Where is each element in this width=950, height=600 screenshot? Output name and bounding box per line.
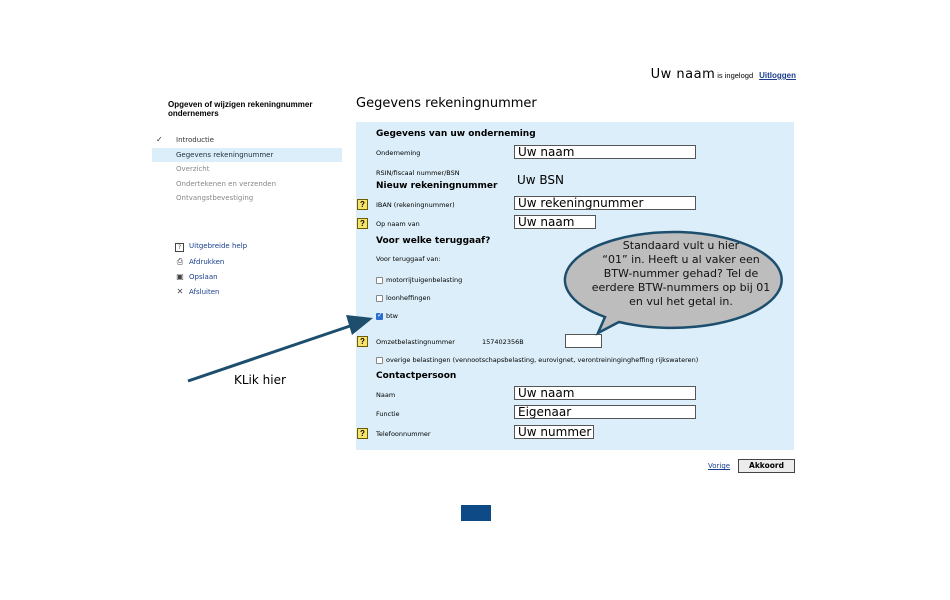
other-taxes-label: overige belastingen (vennootschapsbelasting, eurovignet, verontreiningingheffing rijkswateren) — [386, 356, 699, 364]
step-label: Ondertekenen en verzenden — [176, 179, 277, 188]
sidebar-title: Opgeven of wijzigen rekeningnummer ondernemers — [168, 100, 313, 118]
iban-field[interactable]: Uw rekeningnummer — [514, 196, 696, 210]
step-label: Ontvangstbevestiging — [176, 194, 254, 202]
bubble-line: en vul het getal in. — [629, 295, 733, 308]
close-icon: ✕ — [176, 287, 184, 296]
page-title: Gegevens rekeningnummer — [356, 96, 537, 111]
iban-label: IBAN (rekeningnummer) — [376, 201, 455, 209]
account-heading: Nieuw rekeningnummer — [376, 181, 498, 191]
logout-link[interactable]: Uitloggen — [759, 71, 796, 80]
contact-heading: Contactpersoon — [376, 371, 457, 381]
iban-help-icon[interactable]: ? — [357, 199, 368, 210]
save-label: Opslaan — [189, 273, 218, 281]
help-icon: ? — [175, 243, 184, 252]
phone-help-icon[interactable]: ? — [357, 428, 368, 439]
function-label: Functie — [376, 410, 400, 418]
bubble-line: eerdere BTW-nummers op bij 01 — [591, 281, 771, 294]
save-icon: ▣ — [176, 272, 184, 281]
contact-name-label: Naam — [376, 391, 396, 399]
contact-name-field[interactable]: Uw naam — [514, 386, 696, 400]
vat-help-icon[interactable]: ? — [357, 336, 368, 347]
print-icon: ⎙ — [176, 257, 184, 266]
name-help-icon[interactable]: ? — [357, 218, 368, 229]
vat-label: Omzetbelastingnummer — [376, 338, 455, 346]
print-label: Afdrukken — [189, 258, 225, 266]
arrow-head — [346, 315, 373, 335]
close-label: Afsluiten — [189, 288, 220, 296]
user-name: Uw naam — [650, 67, 716, 82]
loonheffingen-label: loonheffingen — [386, 294, 431, 302]
phone-field[interactable]: Uw nummer — [514, 425, 594, 439]
refund-heading: Voor welke teruggaaf? — [376, 236, 491, 246]
help-label: Uitgebreide help — [189, 242, 248, 250]
step-label: Introductie — [176, 136, 214, 144]
bubble-line: Standaard vult u hier — [622, 239, 740, 252]
vat-number: 157402356B — [482, 338, 524, 346]
bubble-line: BTW-nummer gehad? Tel de — [603, 267, 759, 280]
rsin-label: RSIN/fiscaal nummer/BSN — [376, 169, 460, 177]
account-name-label: Op naam van — [376, 220, 420, 228]
step-label: Gegevens rekeningnummer — [176, 150, 274, 159]
company-field[interactable]: Uw naam — [514, 145, 696, 159]
bubble-text — [570, 239, 792, 309]
bubble-line: “01” in. Heeft u al vaker een — [602, 253, 760, 266]
refund-subtitle: Voor teruggaaf van: — [376, 255, 441, 263]
check-icon: ✓ — [156, 135, 163, 144]
rsin-value: Uw BSN — [517, 173, 565, 187]
motorrijtuigenbelasting-label: motorrijtuigenbelasting — [386, 276, 463, 284]
function-field[interactable]: Eigenaar — [514, 405, 696, 419]
step-label: Overzicht — [176, 165, 210, 173]
phone-label: Telefoonnummer — [376, 430, 431, 438]
account-name-field[interactable]: Uw naam — [514, 215, 596, 229]
btw-label: btw — [386, 312, 398, 320]
akkoord-button[interactable]: Akkoord — [738, 459, 795, 473]
back-link[interactable]: Vorige — [708, 462, 731, 470]
logged-in-text: is ingelogd — [717, 71, 754, 80]
company-heading: Gegevens van uw onderneming — [376, 129, 536, 139]
click-here-label: KLik hier — [234, 373, 286, 387]
company-label: Onderneming — [376, 149, 421, 157]
